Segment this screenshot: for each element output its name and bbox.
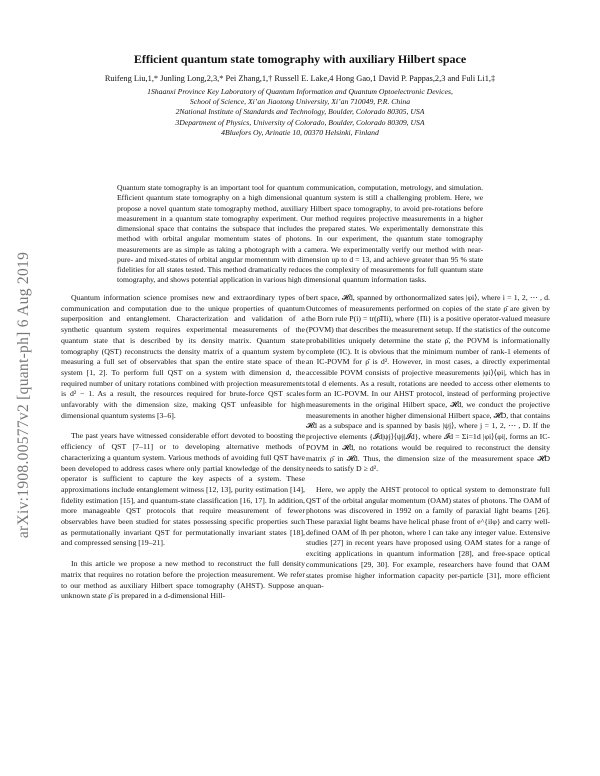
paper-title: Efficient quantum state tomography with auxiliary Hilbert space [133,52,467,66]
body-paragraph: In this article we propose a new method to reconstruct the full density matrix that requires no rotation before the projection measurement. We refer to our method as auxiliary Hilbert space tomography (AHST). Suppose an unknown state ρ̂ is prepared in a d-dimensional Hill- [61,559,305,601]
affiliation-line: 2National Institute of Standards and Technology, Boulder, Colorado 80305, USA [175,107,425,117]
body-paragraph: bert space, 𝓗d, spanned by orthonormalized sates |φi⟩, where i = 1, 2, ⋯ , d. Outcomes of measurements performed on copies of the state ρ̂ are given by the Born rule P(i) = tr(ρ̂Πi), where {Πi} is a positive operator-valued measure (POVM) that describes the measurement setup. If the statistics of the outcome probabilities uniquely determine the state ρ̂, the POVM is informationally complete (IC). It is obvious that the minimum number of rank-1 elements of an IC-POVM for ρ̂ is d². However, in most cases, a directly experimental accessible POVM consists of projective measurements |φi⟩⟨φi|, which has in total d elements. As a result, rotations are needed to access other elements to form an IC-POVM. In our AHST protocol, instead of performing projective measurements in the original Hilbert space, 𝓗d, we conduct the projective measurements in another higher dimensional Hilbert space, 𝓗D, that contains 𝓗d as a subspace and is spanned by basis |ψj⟩, where j = 1, 2, ⋯ , D. If the projective elements {𝓘d|ψj⟩⟨ψj|𝓘d}, where 𝓘d = Σi=1d |φi⟩⟨φi|, forms an IC-POVM in 𝓗d, no rotations would be required to reconstruct the density matrix ρ̂ in 𝓗d. Thus, the dimension size of the measurement space 𝓗D needs to satisfy D ≥ d². [306,293,550,474]
affiliation-line: 3Department of Physics, University of Colorado, Boulder, Colorado 80309, USA [175,117,425,127]
body-paragraph: The past years have witnessed considerable effort devoted to boosting the efficiency of QST [7–11] or to developing alternative methods of characterizing a quantum system. Various methods of avoiding full QST have been developed to address cases where only partial knowledge of the density operator is sufficient to capture the key aspects of a system. These approximations include entanglement witness [12, 13], purity estimation [14], fidelity estimation [15], and quantum-state classification [16, 17]. In addition, more manageable QST protocols that require measurement of fewer observables have been studied for states possessing specific properties such as permutationally invariant QST for permutationally invariant states [18], and compressed sensing [19–21]. [61,431,305,548]
body-paragraph: Here, we apply the AHST protocol to optical system to demonstrate full QST of the orbital angular momentum (OAM) states of photons. The OAM of photons was discovered in 1992 on a family of paraxial light beams [26]. These paraxial light beams have helical phase front of e^{ilφ} and carry well-defined OAM of lħ per photon, where l can take any integer value. Extensive studies [27] in recent years have proposed using OAM states for a range of exciting applications in quantum information [28], and free-space optical communications [29, 30]. For example, researchers have found that OAM states promise higher information capacity per-particle [31], more efficient quan- [306,484,550,591]
affiliation-line: 4Bluefors Oy, Arinatie 10, 00370 Helsinki, Finland [221,127,379,137]
affiliation-line: School of Science, Xi’an Jiaotong University, Xi’an 710049, P.R. China [189,97,411,107]
right-column [306,293,550,602]
author-list: Ruifeng Liu,1,* Junling Long,2,3,* Pei Zhang,1,† Russell E. Lake,4 Hong Gao,1 David P. Pappas,2,3 and Fuli Li1,‡ [104,74,496,83]
left-column [61,293,305,612]
abstract: Quantum state tomography is an important tool for quantum communication, computation, metrology, and simulation. Efficient quantum state tomography on a high dimensional quantum system is still a challenging problem. Here, we propose a novel quantum state tomography method, auxiliary Hilbert space tomography, to avoid pre-rotations before measurement in a quantum state tomography experiment. Our method requires projective measurements in a higher dimensional space that contains the subspace that includes the prepared states. We experimentally demonstrate this method with orbital angular momentum states of photons. In our experiment, the quantum state tomography measurements are as simple as taking a photograph with a camera. We experimentally verify our method with near-pure- and mixed-states of orbital angular momentum with dimension up to d = 13, and achieve greater than 95 % state fidelities for all states tested. This method dramatically reduces the complexity of measurements for full quantum state tomography, and shows potential application in various high dimensional quantum information tasks. [117,183,483,285]
body-paragraph: Quantum information science promises new and extraordinary types of communication and computation due to the unique properties of quantum superposition and entanglement. Characterization and validation of a synthetic quantum system requires experimental measurements of the quantum state that is described by its density matrix. Quantum state tomography (QST) reconstructs the density matrix of a quantum system by measuring a full set of observables that span the entire state space of the system [1, 2]. To perform full QST on a system with dimension d, the required number of unitary rotations combined with projection measurements is d² − 1. As a result, the resources required for brute-force QST scales unfavorably with the dimension size, making QST unfeasible for high dimensional quantum systems [3–6]. [61,293,305,420]
affiliations [60,87,540,138]
arxiv-identifier [10,205,38,585]
arxiv-identifier-text: arXiv:1908.00577v2 [quant-ph] 6 Aug 2019 [15,251,32,539]
affiliation-line: 1Shaanxi Province Key Laboratory of Quantum Information and Quantum Optoelectronic Devices, [147,87,453,96]
